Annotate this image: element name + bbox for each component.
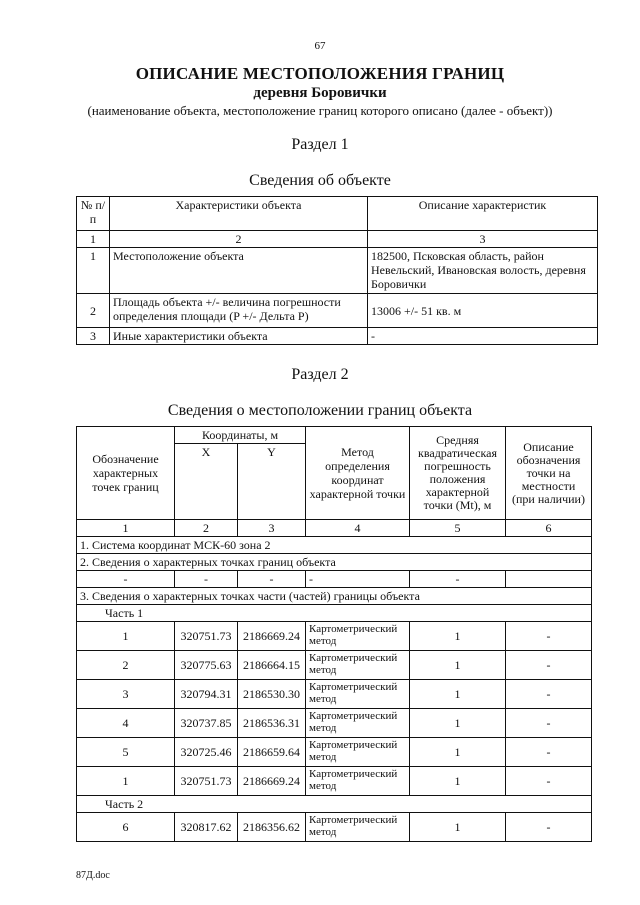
cell-x: 320817.62 (175, 813, 238, 842)
cell-description: - (506, 767, 592, 796)
cell-description: - (506, 738, 592, 767)
row-description: 182500, Псковская область, район Невельский, Ивановская волость, деревня Боровички (368, 248, 598, 294)
document-caption: (наименование объекта, местоположение границ которого описано (далее - объект)) (87, 103, 553, 118)
cell-point: 1 (77, 622, 175, 651)
table-row (77, 651, 592, 680)
cell-x: 320775.63 (175, 651, 238, 680)
section2-subheading: Сведения о местоположении границ объекта (167, 402, 473, 419)
table-row (77, 738, 592, 767)
cell-error: 1 (410, 813, 506, 842)
cell-y: 2186536.31 (238, 709, 306, 738)
header-x: X (175, 444, 238, 520)
cell-x: 320725.46 (175, 738, 238, 767)
document-subtitle: деревня Боровички (253, 85, 387, 101)
table-row (77, 767, 592, 796)
cell-error: 1 (410, 680, 506, 709)
row-number: 1 (77, 248, 110, 294)
cell-x: 320794.31 (175, 680, 238, 709)
cell-y: 2186356.62 (238, 813, 306, 842)
cell-x: 320751.73 (175, 767, 238, 796)
cell-point: 4 (77, 709, 175, 738)
table-row (77, 709, 592, 738)
cell-x: 320737.85 (175, 709, 238, 738)
object-info-table (76, 196, 598, 345)
table-row (77, 571, 592, 588)
cell-method: Картометрический метод (306, 709, 410, 738)
header-method: Метод определения координат характерной точки (306, 427, 410, 520)
table-row (77, 622, 592, 651)
column-number-row (77, 520, 592, 537)
table-row (77, 248, 598, 294)
table-header-row (77, 427, 592, 444)
cell-error: 1 (410, 709, 506, 738)
table-part-row (77, 605, 592, 622)
cell-description: - (506, 680, 592, 709)
table-header-row (77, 197, 598, 231)
boundary-points-section: 2. Сведения о характерных точках границ объекта (77, 554, 592, 571)
cell-description: - (506, 709, 592, 738)
column-number: 3 (368, 231, 598, 248)
cell-error: 1 (410, 651, 506, 680)
section1-subheading: Сведения об объекте (249, 172, 391, 189)
header-point-description: Описание обозначения точки на местности (при наличии) (506, 427, 592, 520)
column-number: 2 (110, 231, 368, 248)
cell-method: Картометрический метод (306, 813, 410, 842)
header-coordinates: Координаты, м (175, 427, 306, 444)
column-number: 5 (410, 520, 506, 537)
table-part-row (77, 796, 592, 813)
cell-x: 320751.73 (175, 622, 238, 651)
cell-method: Картометрический метод (306, 680, 410, 709)
table-row (77, 813, 592, 842)
cell-point: 1 (77, 767, 175, 796)
boundary-points-table (76, 426, 592, 842)
column-number: 1 (77, 231, 110, 248)
cell-method: Картометрический метод (306, 651, 410, 680)
cell-description: - (506, 651, 592, 680)
cell-method: Картометрический метод (306, 767, 410, 796)
cell-point: 6 (77, 813, 175, 842)
cell-y: 2186664.15 (238, 651, 306, 680)
column-number-row (77, 231, 598, 248)
table-section-row (77, 537, 592, 554)
coordinate-system: 1. Система координат МСК-60 зона 2 (77, 537, 592, 554)
header-number: № п/п (77, 197, 110, 231)
cell-method: - (306, 571, 410, 588)
cell-point: 5 (77, 738, 175, 767)
cell-description: - (506, 622, 592, 651)
header-point: Обозначение характерных точек границ (77, 427, 175, 520)
footer-filename: 87Д.doc (76, 870, 110, 881)
cell-error: 1 (410, 767, 506, 796)
row-characteristic: Местоположение объекта (110, 248, 368, 294)
section1-heading: Раздел 1 (291, 136, 349, 153)
cell-description (506, 571, 592, 588)
cell-y: 2186530.30 (238, 680, 306, 709)
cell-y: 2186669.24 (238, 767, 306, 796)
table-section-row (77, 554, 592, 571)
row-number: 2 (77, 294, 110, 328)
header-description: Описание характеристик (368, 197, 598, 231)
row-number: 3 (77, 328, 110, 345)
cell-error: 1 (410, 622, 506, 651)
cell-error: - (410, 571, 506, 588)
row-description: 13006 +/- 51 кв. м (368, 294, 598, 328)
cell-error: 1 (410, 738, 506, 767)
cell-y: 2186659.64 (238, 738, 306, 767)
document-title: ОПИСАНИЕ МЕСТОПОЛОЖЕНИЯ ГРАНИЦ (135, 64, 505, 83)
header-y: Y (238, 444, 306, 520)
column-number: 2 (175, 520, 238, 537)
cell-point: 3 (77, 680, 175, 709)
column-number: 1 (77, 520, 175, 537)
section2-heading: Раздел 2 (291, 366, 349, 383)
table-row (77, 680, 592, 709)
cell-y: - (238, 571, 306, 588)
part-label: Часть 2 (77, 796, 592, 813)
table-row (77, 328, 598, 345)
column-number: 6 (506, 520, 592, 537)
cell-description: - (506, 813, 592, 842)
row-description: - (368, 328, 598, 345)
cell-y: 2186669.24 (238, 622, 306, 651)
part-label: Часть 1 (77, 605, 592, 622)
cell-point: - (77, 571, 175, 588)
cell-x: - (175, 571, 238, 588)
cell-point: 2 (77, 651, 175, 680)
header-characteristic: Характеристики объекта (110, 197, 368, 231)
table-row (77, 294, 598, 328)
row-characteristic: Иные характеристики объекта (110, 328, 368, 345)
page-number: 67 (314, 40, 326, 52)
row-characteristic: Площадь объекта +/- величина погрешности определения площади (P +/- Дельта P) (110, 294, 368, 328)
table-section-row (77, 588, 592, 605)
column-number: 4 (306, 520, 410, 537)
cell-method: Картометрический метод (306, 622, 410, 651)
column-number: 3 (238, 520, 306, 537)
part-points-section: 3. Сведения о характерных точках части (частей) границы объекта (77, 588, 592, 605)
header-error: Средняя квадратическая погрешность положения характерной точки (Mt), м (410, 427, 506, 520)
cell-method: Картометрический метод (306, 738, 410, 767)
